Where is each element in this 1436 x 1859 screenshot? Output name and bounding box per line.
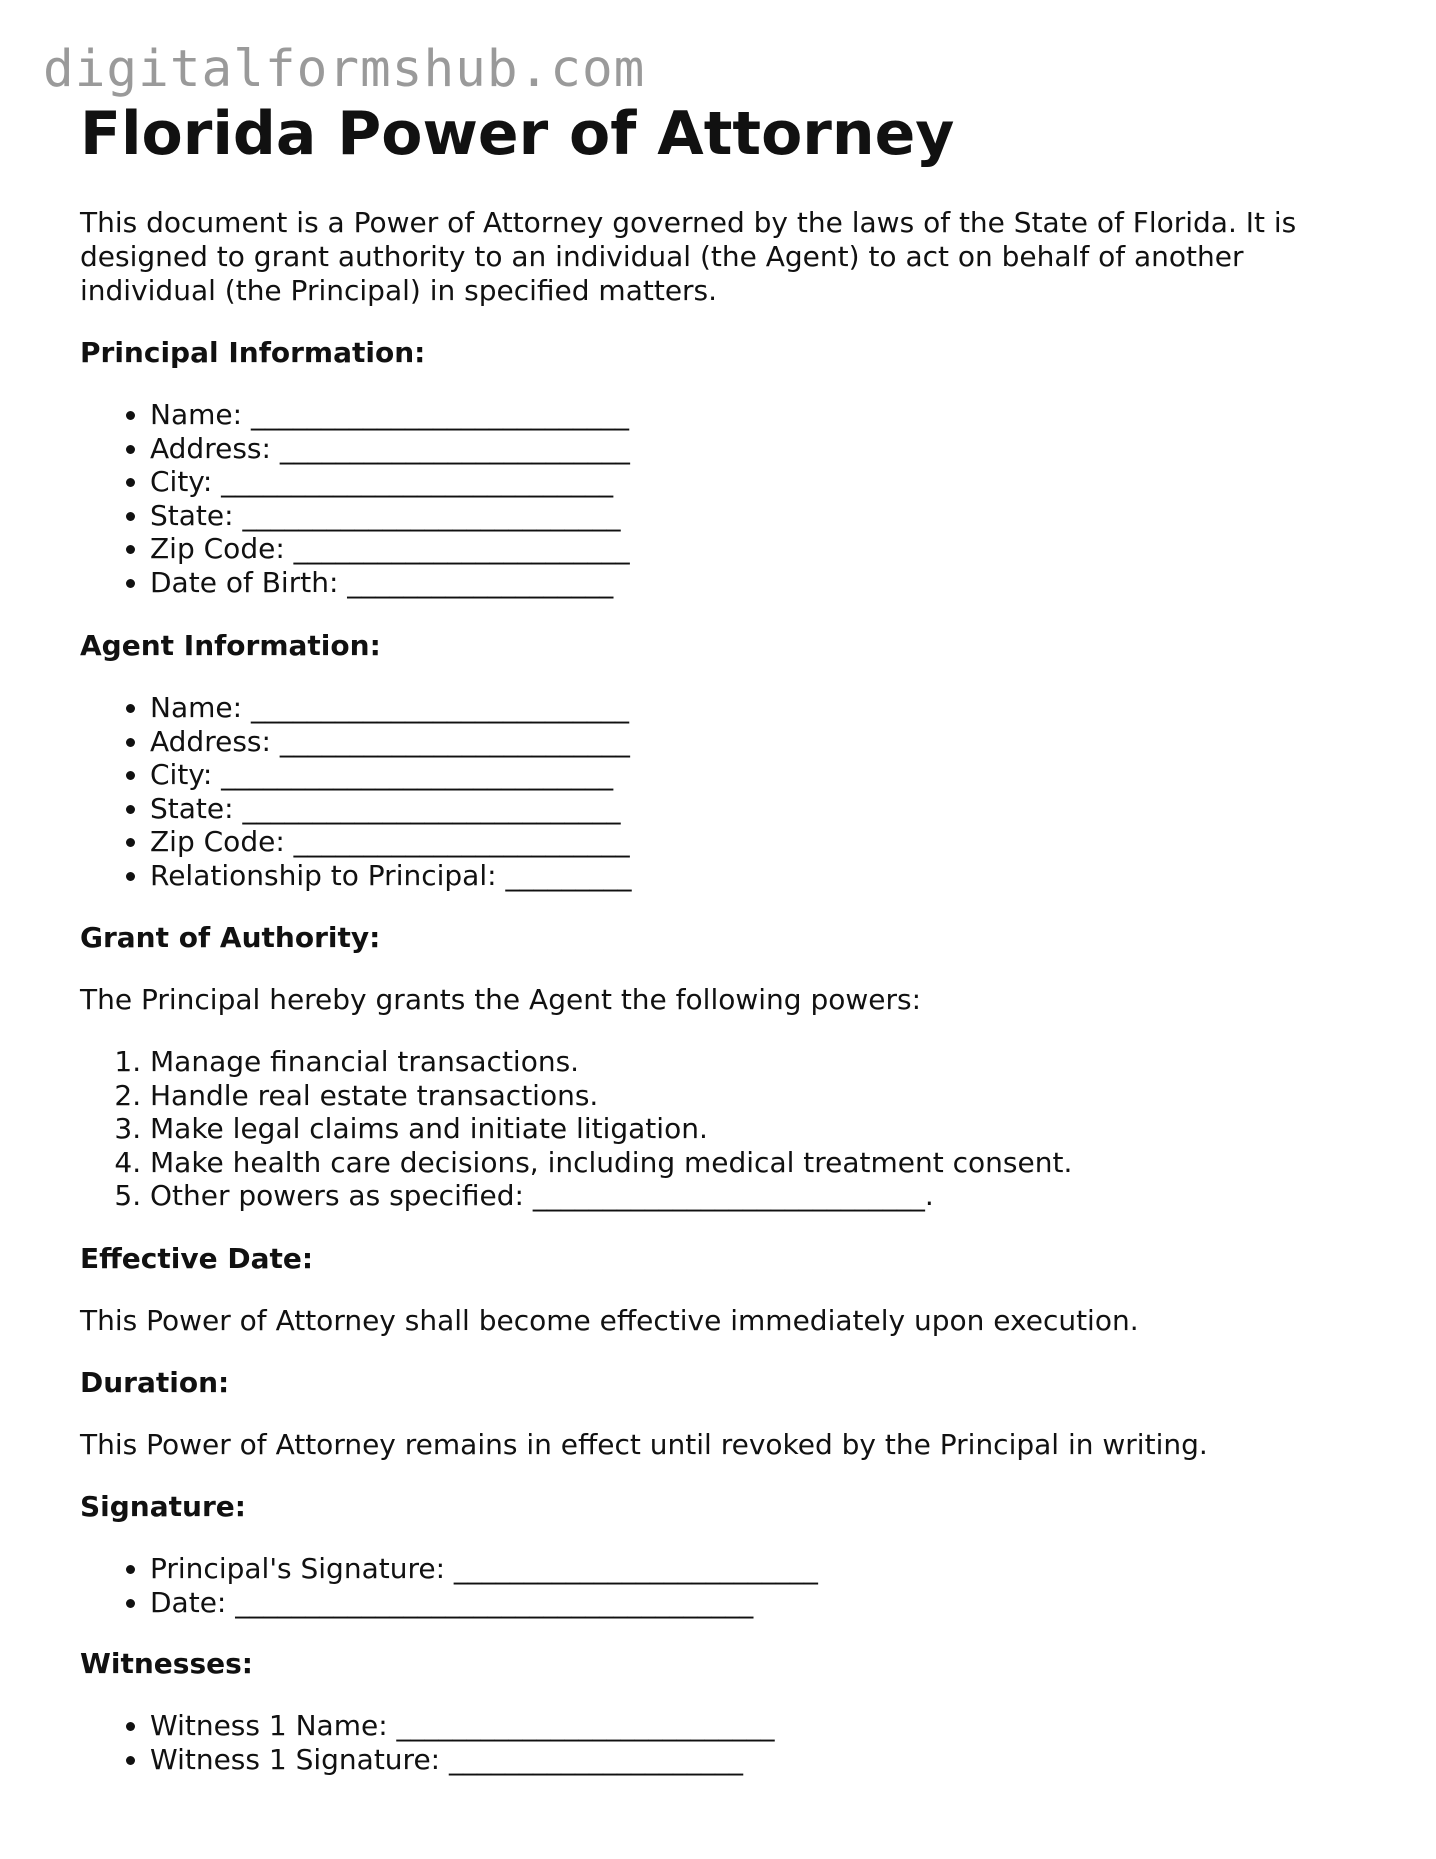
effective-text: This Power of Attorney shall become effective immediately upon execution.	[80, 1304, 1139, 1337]
agent-city-field: • City: ____________________________	[150, 758, 1370, 792]
witnesses-heading: Witnesses:	[80, 1647, 253, 1680]
agent-section	[80, 629, 1370, 893]
agent-fields	[80, 691, 1370, 893]
witness-name-field: • Witness 1 Name: ___________________________	[150, 1709, 1370, 1743]
power-item: 1. Manage financial transactions.	[150, 1045, 1370, 1079]
signature-heading: Signature:	[80, 1490, 246, 1523]
principal-zip-field: • Zip Code: ________________________	[150, 532, 1370, 566]
principal-state-field: • State: ___________________________	[150, 499, 1370, 533]
power-item: 3. Make legal claims and initiate litigation.	[150, 1112, 1370, 1146]
principal-city-field: • City: ____________________________	[150, 465, 1370, 499]
agent-relationship-field: • Relationship to Principal: _________	[150, 859, 1370, 893]
principal-address-field: • Address: _________________________	[150, 432, 1370, 466]
witness-signature-field: • Witness 1 Signature: _____________________	[150, 1743, 1370, 1777]
agent-state-field: • State: ___________________________	[150, 792, 1370, 826]
principal-section	[80, 336, 1370, 600]
power-item: 4. Make health care decisions, including medical treatment consent.	[150, 1146, 1370, 1180]
agent-name-field: • Name: ___________________________	[150, 691, 1370, 725]
principal-signature-field: • Principal's Signature: __________________________	[150, 1552, 1370, 1586]
grant-section	[80, 921, 1370, 1213]
principal-dob-field: • Date of Birth: ___________________	[150, 566, 1370, 600]
effective-section	[80, 1242, 1370, 1338]
watermark: digitalformshub.com	[43, 40, 646, 99]
signature-date-field: • Date: _____________________________________	[150, 1586, 1370, 1620]
grant-text: The Principal hereby grants the Agent the following powers:	[80, 983, 922, 1016]
duration-section	[80, 1366, 1370, 1462]
signature-section	[80, 1490, 1370, 1619]
intro-paragraph: This document is a Power of Attorney governed by the laws of the State of Florida. It is designed to grant authority to an individual (the Agent) to act on behalf of another individual (the Principal) in specified matters.	[80, 206, 1297, 307]
grant-powers-list	[80, 1045, 1370, 1213]
witness-fields	[80, 1709, 1370, 1776]
effective-heading: Effective Date:	[80, 1242, 314, 1275]
duration-heading: Duration:	[80, 1366, 230, 1399]
principal-name-field: • Name: ___________________________	[150, 398, 1370, 432]
duration-text: This Power of Attorney remains in effect until revoked by the Principal in writing.	[80, 1428, 1208, 1461]
document-title: Florida Power of Attorney	[80, 99, 955, 169]
agent-address-field: • Address: _________________________	[150, 725, 1370, 759]
witnesses-section	[80, 1647, 1370, 1776]
principal-fields	[80, 398, 1370, 600]
grant-heading: Grant of Authority:	[80, 921, 381, 954]
signature-fields	[80, 1552, 1370, 1619]
agent-heading: Agent Information:	[80, 629, 381, 662]
principal-heading: Principal Information:	[80, 336, 426, 369]
power-item: 5. Other powers as specified: ____________________________.	[150, 1179, 1370, 1213]
power-item: 2. Handle real estate transactions.	[150, 1079, 1370, 1113]
agent-zip-field: • Zip Code: ________________________	[150, 825, 1370, 859]
